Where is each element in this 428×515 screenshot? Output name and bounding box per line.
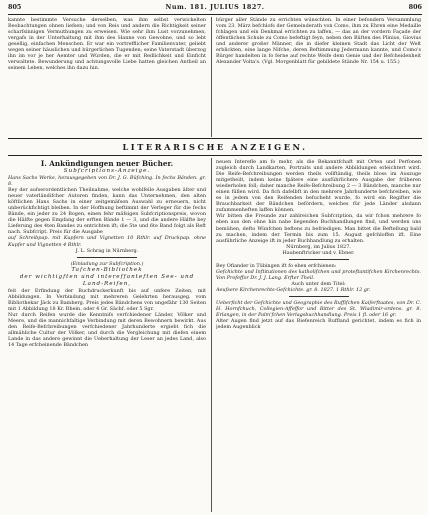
date-place: Nürnberg, im Julius 1827. bbox=[286, 243, 351, 250]
alt-title-note: Auch unter dem Titel: bbox=[291, 280, 346, 287]
book-description: feit der Erfindung der Buchdruckerkunft bis auf unfere Zeiten, mit Abbildungen. In Verbindung mit mehreren Gelehrten herausgeg. vom Bibliothekar Jäck zu Bamberg. Preis jedes Bändchens von ungefähr 130 Seiten mit 1 Abbildung 18 Kr. Rhein. oder 4 Gr. Sächf. oder 5 Sgr. bbox=[8, 287, 206, 312]
invitation-heading: (Einladung zur Subfcription.) bbox=[70, 260, 144, 267]
book-listing-2: Ueberficht der Gefchichte und Geographie des Ruffifchen Kaiferftaates, von Dr. C. H. Hornfchuch, Collegien-Affeffor und Ritter des St. Wladimir-ordens. gr. 8. Erlangen, in der Palm'fchen Verlagsbuchhandlung. Preis 1 fl. oder 16 gr. bbox=[216, 299, 421, 319]
book-subtitle: der wichtigften und intereffanteften See- und Land-Reifen, bbox=[19, 273, 195, 287]
left-column bbox=[8, 159, 206, 513]
page-number-left: 805 bbox=[8, 3, 22, 11]
page-header bbox=[8, 3, 422, 13]
closing-text: Alter Augen find jetzt auf das Riefenreich Ruffland gerichtet, indem es fich in jedem Augenblick bbox=[216, 318, 421, 331]
separator bbox=[289, 259, 349, 260]
banner-rule bbox=[8, 155, 422, 156]
book-title: Tafchen-Bibliothek bbox=[71, 266, 143, 273]
article-text: kannte bestimmte Versuche derselben, was ihm selbst verwickelten Beobachtungen ohnen liefsen; und von Reis und andern die Richtigkeit seiner scharfsinnigen Vermuthungen zu erweisen. Wie sehr ihm Lust vorzunehmen, vergafs in der Unterhaltung mit ihm des Hanne von Gewohne, und so lebt gesellig, einfachen Menschen. Er war ein vortrefflicher Familienvater, geliebt wegen seiner häuslichen und bürgerlichen Tugenden; seine Vaterstadt überzog ihn im vor je her Aemter und Würden, die er mit Redlichkeit und Einficht verwaltete. Bewunderung und achtungsvolle Liebe hatten gleichen Antheil an seinem Leben, welches ihn dazu hin. bbox=[8, 17, 206, 72]
announcement-continued: neuen Interefle am fo mehr, als die Bekanntfchaft mit Orten und Perfonen zugleich durch Landkarten, Portraits und andere Abbildungen erleichtert wird. Die Reife-Befchreibungen werden theils vollftändig, theils bloss im Auszuge mitgetheilt, indem keine fpätere eine ausführlichere Ausgabe der früheren wiederholen foll; daher manche Reife-Befchreibung 2 — 3 Bändchen, manche nur einen füllen wird. Da fich dafelbft in den mehrere Jahrhunderte befchreiben, wie es in jedem von den Reifenden befucheht wurde, fo wird ein Regifter die Brauchbarkeit der Bändchen befördern, welches für jede Länder alsdann zufammenheften laffen können. bbox=[216, 159, 421, 214]
article-continuation-left bbox=[8, 17, 206, 135]
book-body: Nur durch Reifen wurde die Kenntnifs verfchiedener Länder, Völker und Meere, und die mannichfaltige Verbindung mit deren Bewohnern bewirkt. Aus den Reife-Befchreibungen verfchiedener Jahrhunderte ergiebt fich die allmähliche Cultur der Völker, und durch die Vergleichung mit diefen einem Lande in das andere gewinnt die Ueberhaltung der Leser an jedes Land, also 14 Tage erfcheinende Bändchen bbox=[8, 311, 206, 349]
page-number-right: 806 bbox=[408, 3, 422, 11]
separator bbox=[77, 257, 137, 258]
announcement-body: Bey der aufserordentlichen Theilnahme, welche wohlfeile Ausgaben älter und neuer vaterländifcher Autoren finden, kann das Unternehmen, den alten köftlichen Hans Sachs in einer zeitgemäfsen Auswahl zu erneuern, nicht unberückfichtigt bleiben. In der Hoffnung beftimmt der Verleger für die fechs Bände, ein jeder zu 24 Bogen, einen fehr mäfsigen Subfcriptionspreis, wovon die Hälfte gegen Empfang der erften Bände 1 — 3, und die andere Hälfte bey Lieferung des 4ten Bandes zu entrichten ift; die 5te und 6te Band folgt als Reft nach. Subfcript. Preis für die Ausgabe bbox=[8, 187, 206, 236]
subscription-appeal: Wir bitten die Freunde zur zahlreichen Subfcription, da wir fchon mehrere fo eben aus den ohne hin nahe liegenden Buchhandlungen find, und werden uns bemühen, defto Wünfchen beftens zu befriedigen. Man bittet die Beftellung bald zu machen, indem der Termin bis zum 15. August gefchloffen ift. Eine ausführliche Anzeige ift in jeder Buchhandlung zu erhalten. bbox=[216, 213, 421, 244]
column-divider-bottom bbox=[211, 158, 212, 512]
separator bbox=[289, 296, 349, 297]
column-divider-top bbox=[211, 17, 212, 137]
section-rule bbox=[8, 138, 422, 139]
article-text: bürger aller Stände zu errichten wünschten. In einer befondern Versammlung vom 23. März befchlofs der Gemeinderath von Como, ihm zu Ehren eine Medaille fchlagen und ein Denkmal errichten zu laffen, — das an der vordern Façade der öffentlichen Schule zu Como befeftigt feyn, neben den Büften des Plinius, Giovius und anderer großer Männer, die in diefer kleinen Stadt das Licht der Welt erblickten, eine lange Nifche, deren Beftimmung Jedermann kannte, und Como's Bürger handelten in fo ferne auf rechte Weife dem Genie und der Befcheidenheit Alexander Volta's. (Vgl. Morgenblatt für gebildete Stände Nr. 154 u. 155.) bbox=[216, 17, 421, 66]
article-continuation-right bbox=[216, 17, 421, 135]
publisher-name: Haubenftricker und v. Ebner. bbox=[282, 249, 355, 256]
section-banner: LITERARISCHE ANZEIGEN. bbox=[122, 142, 308, 152]
subsection-heading: Subfcriptions-Anzeige. bbox=[63, 168, 151, 174]
header-rule bbox=[8, 14, 422, 15]
book-listing: Gefchichte und Inftitutionen des katholifchen und proteftantifchen Kirchenrechts. Von Profeffor Dr. J. J. Lang. Erfter Theil. bbox=[216, 268, 421, 281]
right-column bbox=[216, 159, 421, 513]
work-announcement: Hans Sachs Werke, herausgegeben von Dr. J. G. Büfching. In fechs Bänden. gr. 8. bbox=[8, 175, 206, 188]
book-alt-title: Aeufsere Kirchenrechts-Gefchichte. gr. 8. 1827. 1 Rthlr. 12 gr. bbox=[216, 286, 371, 293]
issue-title: Num. 181. JULIUS 1827. bbox=[165, 3, 265, 11]
price-lines: auf Schreibpap. mit Kupfern und Vignetten 10 Rthlr. auf Druckpap. ohne Kupfer und Vignetten 4 Rthlr. bbox=[8, 235, 206, 248]
publication-intro: Bey Ofiander in Tübingen ift fo eben erfchienen: bbox=[216, 262, 337, 269]
publisher-signature: J. L. Schrag in Nürnberg. bbox=[75, 247, 139, 254]
section-heading: I. Ankündigungen neuer Bücher. bbox=[40, 159, 174, 168]
